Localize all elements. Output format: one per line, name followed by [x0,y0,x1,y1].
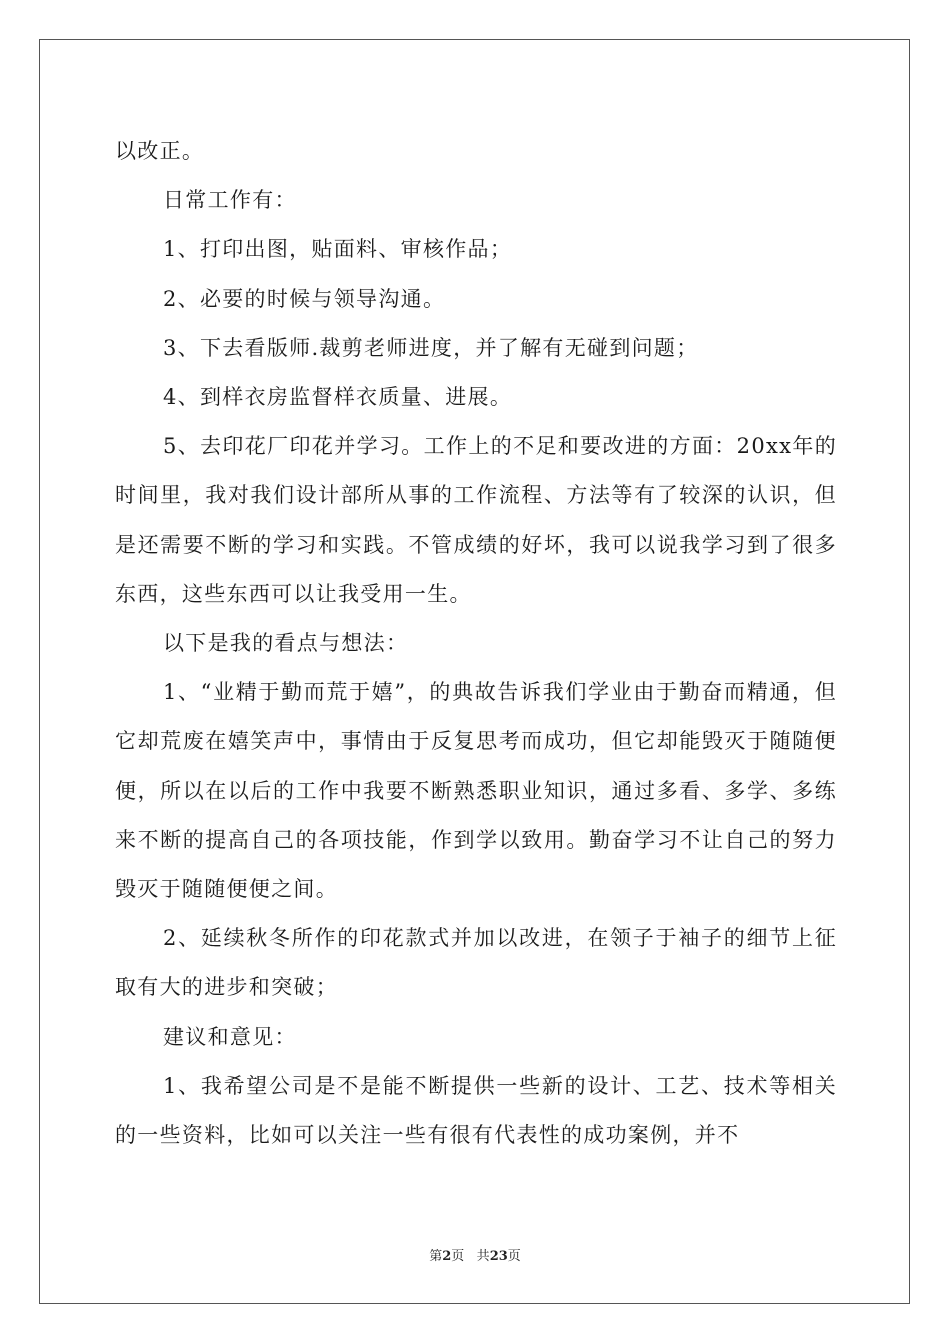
total-pages: 23 [489,1249,508,1264]
list-item: 1、“业精于勤而荒于嬉”，的典故告诉我们学业由于勤奋而精通，但它却荒废在嬉笑声中，事情由于反复思考而成功，但它却能毁灭于随随便便，所以在以后的工作中我要不断熟悉职业知识，通过多看、多学、多练来不断的提高自己的各项技能，作到学以致用。勤奋学习不让自己的努力毁灭于随随便便之间。 [115,680,837,902]
page-footer [0,1245,950,1264]
paragraph: 以下是我的看点与想法： [163,631,409,656]
list-item: 1、打印出图，贴面料、审核作品； [163,237,513,262]
list-item: 1、我希望公司是不是能不断提供一些新的设计、工艺、技术等相关的一些资料，比如可以关注一些有很有代表性的成功案例，并不 [115,1073,837,1148]
paragraph: 以改正。 [115,139,205,163]
list-item: 2、延续秋冬所作的印花款式并加以改进，在领子于袖子的细节上征取有大的进步和突破； [115,926,837,1000]
page-number-prefix: 第 [429,1249,443,1264]
page-number-suffix: 页 [451,1249,465,1264]
list-item: 4、到样衣房监督样衣质量、进展。 [163,385,513,410]
page-number: 2 [442,1249,452,1264]
list-item: 2、必要的时候与领导沟通。 [163,286,446,311]
paragraph: 建议和意见： [163,1024,297,1049]
document-body [115,127,837,1160]
list-item: 5、去印花厂印花并学习。工作上的不足和要改进的方面：20xx年的时间里，我对我们设计部所从事的工作流程、方法等有了较深的认识，但是还需要不断的学习和实践。不管成绩的好坏，我可以说我学习到了很多东西，这些东西可以让我受用一生。 [115,434,837,606]
total-pages-prefix: 共 [476,1249,490,1264]
total-pages-suffix: 页 [507,1249,521,1264]
list-item: 3、下去看版师.裁剪老师进度，并了解有无碰到问题； [163,335,699,360]
paragraph: 日常工作有： [163,188,297,213]
